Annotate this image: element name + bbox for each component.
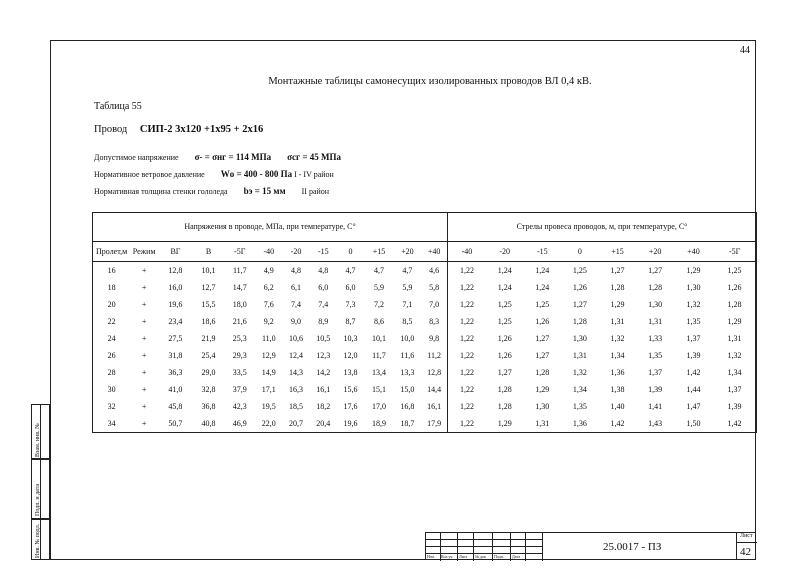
table-cell: 17,6 <box>343 402 358 411</box>
table-cell: 8,5 <box>402 317 413 326</box>
table-cell: 15,5 <box>201 300 216 309</box>
table-cell: 20,4 <box>316 419 331 428</box>
table-cell: 1,28 <box>497 402 512 411</box>
table-cell: 8,7 <box>345 317 356 326</box>
table-cell: 1,30 <box>535 402 550 411</box>
table-cell: 1,22 <box>448 347 486 364</box>
table-cell: 1,27 <box>610 266 625 275</box>
table-cell: 1,31 <box>648 317 663 326</box>
column-header: -40 <box>448 242 486 262</box>
table-cell: 1,22 <box>448 313 486 330</box>
param-stress <box>94 152 341 162</box>
table-cell: 1,22 <box>448 364 486 381</box>
table-cell: 1,37 <box>648 368 663 377</box>
table-row <box>93 415 757 433</box>
table-cell: 14,4 <box>427 385 442 394</box>
table-cell: 4,7 <box>373 266 384 275</box>
table-cell: 10,6 <box>289 334 304 343</box>
table-cell: 1,33 <box>648 334 663 343</box>
table-cell: 14,3 <box>289 368 304 377</box>
table-cell: 1,22 <box>448 415 486 433</box>
column-header: Режим <box>130 242 158 262</box>
table-cell: 1,35 <box>648 351 663 360</box>
table-cell: 1,28 <box>648 283 663 292</box>
table-cell: 1,32 <box>727 351 742 360</box>
table-cell: + <box>141 300 147 309</box>
table-cell: 13,8 <box>343 368 358 377</box>
table-cell: 1,34 <box>610 351 625 360</box>
table-cell: 26 <box>107 351 116 360</box>
table-cell: 1,24 <box>535 266 550 275</box>
column-header: -40 <box>255 242 282 262</box>
table-cell: 7,4 <box>318 300 329 309</box>
table-cell: 34 <box>107 419 116 428</box>
stamp-strip <box>40 404 50 560</box>
table-cell: 1,42 <box>610 419 625 428</box>
table-cell: 1,47 <box>686 402 701 411</box>
table-cell: 1,34 <box>727 368 742 377</box>
table-cell: 1,31 <box>535 419 550 428</box>
param-stress-a: σ- = σнг = 114 МПа <box>194 152 272 162</box>
table-cell: 1,32 <box>686 300 701 309</box>
table-cell: + <box>141 402 147 411</box>
param-ice-label: Нормативная толщина стенки гололеда <box>94 187 228 196</box>
table-row <box>93 347 757 364</box>
table-cell: 16,3 <box>289 385 304 394</box>
column-header: -5Г <box>713 242 756 262</box>
table-cell: 1,27 <box>535 334 550 343</box>
table-cell: 1,29 <box>535 385 550 394</box>
table-cell: 1,22 <box>448 330 486 347</box>
param-wind-label: Нормативное ветровое давление <box>94 170 205 179</box>
table-cell: 14,9 <box>261 368 276 377</box>
table-cell: 1,22 <box>448 279 486 296</box>
table-cell: 1,42 <box>686 368 701 377</box>
table-cell: 1,26 <box>572 283 587 292</box>
column-header: 0 <box>561 242 599 262</box>
table-cell: 11,7 <box>232 266 247 275</box>
table-cell: 33,5 <box>232 368 247 377</box>
stamp-inv-original: Инв. № подл. <box>31 519 50 560</box>
table-cell: 1,36 <box>610 368 625 377</box>
param-ice-a: bэ = 15 мм <box>243 186 286 196</box>
param-wind-b: I - IV район <box>294 170 334 179</box>
table-cell: 42,3 <box>232 402 247 411</box>
table-cell: 1,27 <box>535 351 550 360</box>
table-cell: 1,28 <box>610 283 625 292</box>
table-cell: 1,30 <box>686 283 701 292</box>
table-row <box>93 364 757 381</box>
table-cell: 19,6 <box>343 419 358 428</box>
table-cell: 36,8 <box>201 402 216 411</box>
provod-value: СИП-2 3х120 +1х95 + 2х16 <box>139 124 264 135</box>
table-cell: 18,2 <box>316 402 331 411</box>
table-cell: 1,22 <box>448 262 486 280</box>
column-header: -5Г <box>224 242 255 262</box>
table-cell: 7,4 <box>291 300 302 309</box>
table-cell: 20 <box>107 300 116 309</box>
table-cell: 9,0 <box>291 317 302 326</box>
table-cell: 7,2 <box>373 300 384 309</box>
table-cell: 5,9 <box>373 283 384 292</box>
table-cell: 12,3 <box>316 351 331 360</box>
table-cell: 1,35 <box>572 402 587 411</box>
column-header: +40 <box>421 242 447 262</box>
table-cell: 7,6 <box>263 300 274 309</box>
column-header: 0 <box>337 242 365 262</box>
table-cell: 28 <box>107 368 116 377</box>
table-cell: 5,8 <box>429 283 440 292</box>
table-cell: 37,9 <box>232 385 247 394</box>
table-cell: 1,28 <box>535 368 550 377</box>
table-cell: 1,22 <box>448 381 486 398</box>
column-header: +20 <box>393 242 421 262</box>
table-cell: + <box>141 266 147 275</box>
table-cell: 1,34 <box>572 385 587 394</box>
table-cell: 1,32 <box>572 368 587 377</box>
table-row <box>93 381 757 398</box>
table-cell: 7,3 <box>345 300 356 309</box>
column-header: +15 <box>364 242 393 262</box>
table-cell: 22,0 <box>261 419 276 428</box>
mounting-table <box>92 212 757 433</box>
table-cell: 11,0 <box>261 334 276 343</box>
table-cell: 9,2 <box>263 317 274 326</box>
table-cell: 4,6 <box>429 266 440 275</box>
table-label: Таблица 55 <box>94 101 142 112</box>
table-cell: 10,0 <box>400 334 415 343</box>
table-cell: + <box>141 419 147 428</box>
table-cell: 1,37 <box>686 334 701 343</box>
table-cell: 16,0 <box>168 283 183 292</box>
table-cell: 12,4 <box>289 351 304 360</box>
table-cell: 10,5 <box>316 334 331 343</box>
column-header: +15 <box>599 242 637 262</box>
table-cell: 18,6 <box>201 317 216 326</box>
table-cell: 1,39 <box>648 385 663 394</box>
table-cell: 10,3 <box>343 334 358 343</box>
group-header-stress: Напряжения в проводе, МПа, при температуре, С° <box>93 213 448 242</box>
table-cell: 12,8 <box>168 266 183 275</box>
table-cell: 1,27 <box>497 368 512 377</box>
table-cell: + <box>141 368 147 377</box>
table-cell: 23,4 <box>168 317 183 326</box>
table-cell: 25,4 <box>201 351 216 360</box>
stamp-replace-inv: Взам. инв. № <box>31 404 50 459</box>
table-cell: 8,6 <box>373 317 384 326</box>
table-row <box>93 262 757 280</box>
table-cell: 7,0 <box>429 300 440 309</box>
table-cell: 4,7 <box>402 266 413 275</box>
column-header: -15 <box>524 242 562 262</box>
table-cell: 8,9 <box>318 317 329 326</box>
table-cell: 1,29 <box>497 419 512 428</box>
table-cell: 4,8 <box>291 266 302 275</box>
group-header-sag: Стрелы провеса проводов, м, при температуре, С° <box>448 213 757 242</box>
table-cell: 1,26 <box>535 317 550 326</box>
table-cell: 40,8 <box>201 419 216 428</box>
table-cell: 12,8 <box>427 368 442 377</box>
table-cell: 21,6 <box>232 317 247 326</box>
table-cell: 16,1 <box>316 385 331 394</box>
table-cell: 1,24 <box>497 266 512 275</box>
table-cell: 1,30 <box>648 300 663 309</box>
table-cell: 1,26 <box>497 334 512 343</box>
table-cell: 13,3 <box>400 368 415 377</box>
table-cell: 6,2 <box>263 283 274 292</box>
table-cell: + <box>141 334 147 343</box>
column-header: В <box>193 242 224 262</box>
document-title: Монтажные таблицы самонесущих изолированных проводов ВЛ 0,4 кВ. <box>268 76 592 87</box>
table-cell: 17,1 <box>261 385 276 394</box>
column-header: -15 <box>310 242 337 262</box>
table-cell: 17,9 <box>427 419 442 428</box>
column-header: Пролет,м <box>93 242 131 262</box>
table-cell: 1,24 <box>497 283 512 292</box>
table-cell: 24 <box>107 334 116 343</box>
table-cell: 1,26 <box>497 351 512 360</box>
table-row <box>93 398 757 415</box>
table-cell: 1,27 <box>648 266 663 275</box>
table-cell: 1,37 <box>727 385 742 394</box>
table-cell: 30 <box>107 385 116 394</box>
sheet-box <box>736 532 756 560</box>
table-cell: 1,22 <box>448 398 486 415</box>
table-cell: 1,35 <box>686 317 701 326</box>
table-cell: 1,29 <box>727 317 742 326</box>
table-cell: 15,6 <box>343 385 358 394</box>
table-cell: 1,28 <box>572 317 587 326</box>
table-cell: + <box>141 385 147 394</box>
table-cell: 6,0 <box>318 283 329 292</box>
table-cell: 18,0 <box>232 300 247 309</box>
table-cell: 1,38 <box>610 385 625 394</box>
table-row <box>93 313 757 330</box>
table-cell: 16,8 <box>400 402 415 411</box>
table-cell: 1,25 <box>497 300 512 309</box>
table-cell: 6,1 <box>291 283 302 292</box>
table-cell: 9,8 <box>429 334 440 343</box>
table-cell: 31,8 <box>168 351 183 360</box>
table-cell: 29,3 <box>232 351 247 360</box>
param-wind-a: Wо = 400 - 800 Па <box>220 169 293 179</box>
table-cell: 12,7 <box>201 283 216 292</box>
table-cell: 1,41 <box>648 402 663 411</box>
table-cell: 11,6 <box>400 351 415 360</box>
param-ice <box>94 186 329 196</box>
table-row <box>93 279 757 296</box>
table-cell: 20,7 <box>289 419 304 428</box>
table-cell: 1,25 <box>535 300 550 309</box>
table-cell: 1,42 <box>727 419 742 428</box>
document-code: 25.0017 - ПЗ <box>603 541 662 553</box>
table-cell: 1,26 <box>727 283 742 292</box>
table-cell: 19,5 <box>261 402 276 411</box>
table-cell: + <box>141 351 147 360</box>
table-cell: 4,8 <box>318 266 329 275</box>
table-row <box>93 296 757 313</box>
table-cell: 10,1 <box>201 266 216 275</box>
table-cell: 4,9 <box>263 266 274 275</box>
table-cell: 1,43 <box>648 419 663 428</box>
table-cell: 22 <box>107 317 116 326</box>
table-cell: 19,6 <box>168 300 183 309</box>
stamp-sign-date: Подп. и дата <box>31 459 50 519</box>
table-cell: 4,7 <box>345 266 356 275</box>
table-cell: 1,22 <box>448 296 486 313</box>
table-cell: 15,0 <box>400 385 415 394</box>
table-cell: 18 <box>107 283 116 292</box>
provod-label: Провод <box>94 124 128 135</box>
table-cell: + <box>141 317 147 326</box>
table-cell: 29,0 <box>201 368 216 377</box>
table-cell: 6,0 <box>345 283 356 292</box>
provod-line <box>94 124 263 135</box>
table-cell: 12,0 <box>343 351 358 360</box>
column-header: ВГ <box>158 242 193 262</box>
table-cell: 46,9 <box>232 419 247 428</box>
table-cell: 1,44 <box>686 385 701 394</box>
table-cell: 1,24 <box>535 283 550 292</box>
table-cell: 1,25 <box>727 266 742 275</box>
table-cell: 12,9 <box>261 351 276 360</box>
column-header: +20 <box>636 242 674 262</box>
table-cell: 14,7 <box>232 283 247 292</box>
table-cell: 1,40 <box>610 402 625 411</box>
table-cell: 1,32 <box>610 334 625 343</box>
table-cell: 1,36 <box>572 419 587 428</box>
table-cell: 8,3 <box>429 317 440 326</box>
table-cell: 16 <box>107 266 116 275</box>
table-cell: 32,8 <box>201 385 216 394</box>
column-header: -20 <box>282 242 310 262</box>
table-cell: 10,1 <box>371 334 386 343</box>
table-cell: 17,0 <box>371 402 386 411</box>
table-cell: 1,29 <box>686 266 701 275</box>
table-cell: 18,9 <box>371 419 386 428</box>
param-wind <box>94 169 334 179</box>
table-cell: 1,27 <box>572 300 587 309</box>
table-cell: 27,5 <box>168 334 183 343</box>
table-cell: 5,9 <box>402 283 413 292</box>
table-cell: 1,31 <box>727 334 742 343</box>
table-cell: 1,28 <box>497 385 512 394</box>
sheet-number: 42 <box>740 546 751 558</box>
table-cell: 18,7 <box>400 419 415 428</box>
table-cell: 1,31 <box>572 351 587 360</box>
table-cell: 1,25 <box>497 317 512 326</box>
table-cell: 14,2 <box>316 368 331 377</box>
column-header: -20 <box>486 242 524 262</box>
table-cell: 1,30 <box>572 334 587 343</box>
table-cell: 11,7 <box>372 351 386 360</box>
table-cell: 1,50 <box>686 419 701 428</box>
table-cell: 1,25 <box>572 266 587 275</box>
table-cell: 50,7 <box>168 419 183 428</box>
table-cell: 11,2 <box>427 351 441 360</box>
sheet-label: Лист <box>740 533 753 539</box>
table-cell: 18,5 <box>289 402 304 411</box>
table-row <box>93 330 757 347</box>
table-cell: 21,9 <box>201 334 216 343</box>
table-cell: 1,39 <box>686 351 701 360</box>
table-cell: 7,1 <box>402 300 413 309</box>
table-cell: 25,3 <box>232 334 247 343</box>
table-cell: 15,1 <box>371 385 386 394</box>
table-cell: 36,3 <box>168 368 183 377</box>
page-number: 44 <box>740 45 750 56</box>
param-ice-b: II район <box>301 187 330 196</box>
bottom-stamp: Изм. Кол.уч. Лист № док. Подп. Дата <box>425 532 756 560</box>
table-cell: 1,29 <box>610 300 625 309</box>
table-cell: + <box>141 283 147 292</box>
param-stress-label: Допустимое напряжение <box>94 153 179 162</box>
table-cell: 1,31 <box>610 317 625 326</box>
table-cell: 45,8 <box>168 402 183 411</box>
param-stress-b: σсг = 45 МПа <box>287 152 341 162</box>
table-cell: 32 <box>107 402 116 411</box>
table-cell: 13,4 <box>371 368 386 377</box>
table-cell: 1,28 <box>727 300 742 309</box>
table-cell: 41,0 <box>168 385 183 394</box>
table-cell: 16,1 <box>427 402 442 411</box>
table-cell: 1,39 <box>727 402 742 411</box>
column-header: +40 <box>674 242 713 262</box>
